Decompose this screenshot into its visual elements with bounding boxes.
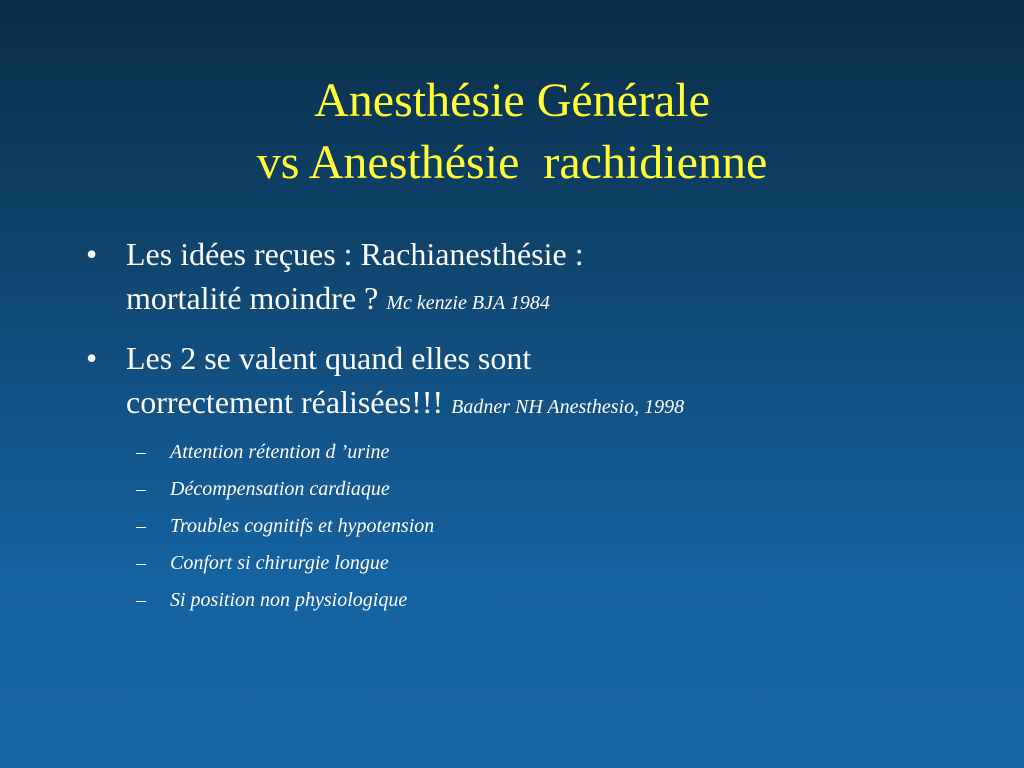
bullet-text-line-2: mortalité moindre ? [126, 280, 379, 316]
title-line-1: Anesthésie Générale [314, 74, 710, 127]
bullet-item [86, 232, 966, 325]
slide-title [0, 70, 1024, 194]
bullet-list [86, 232, 966, 625]
bullet-reference: Mc kenzie BJA 1984 [386, 292, 550, 314]
sub-bullet-item [136, 514, 966, 538]
sub-bullet-text: Confort si chirurgie longue [170, 552, 389, 574]
dash-icon: – [136, 552, 146, 574]
dash-icon: – [136, 515, 146, 537]
bullet-item [86, 336, 966, 429]
dash-icon: – [136, 478, 146, 500]
bullet-reference: Badner NH Anesthesio, 1998 [451, 396, 685, 418]
sub-bullet-list [86, 440, 966, 612]
sub-bullet-text: Troubles cognitifs et hypotension [170, 515, 435, 537]
sub-bullet-item [136, 551, 966, 575]
bullet-icon: • [86, 236, 98, 272]
bullet-text-line-1: Les 2 se valent quand elles sont [126, 340, 532, 376]
sub-bullet-item [136, 440, 966, 464]
dash-icon: – [136, 589, 146, 611]
bullet-text-line-2: correctement réalisées!!! [126, 384, 444, 420]
bullet-text-line-1: Les idées reçues : Rachianesthésie : [126, 236, 584, 272]
sub-bullet-text: Si position non physiologique [170, 589, 408, 611]
bullet-icon: • [86, 340, 98, 376]
title-line-2: vs Anesthésie rachidienne [256, 136, 768, 189]
sub-bullet-text: Décompensation cardiaque [170, 478, 390, 500]
sub-bullet-text: Attention rétention d ’urine [170, 441, 390, 463]
sub-bullet-item [136, 588, 966, 612]
sub-bullet-item [136, 477, 966, 501]
dash-icon: – [136, 441, 146, 463]
